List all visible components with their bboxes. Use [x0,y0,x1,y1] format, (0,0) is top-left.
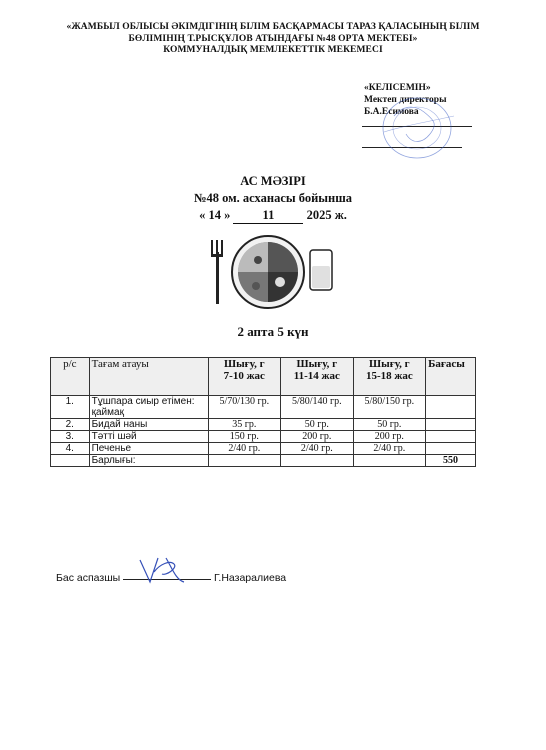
total-value: 550 [426,455,476,467]
chef-signature-icon [136,554,188,586]
row-price [426,396,476,419]
row-v2: 200 гр. [281,431,354,443]
menu-table [50,357,476,467]
row-v2: 2/40 гр. [281,443,354,455]
table-row [51,443,476,455]
table-row [51,396,476,419]
row-v1: 2/40 гр. [208,443,281,455]
row-num: 1. [51,396,90,419]
row-price [426,443,476,455]
row-v3: 50 гр. [353,419,426,431]
total-v3 [353,455,426,467]
header-v2-line1: Шығу, г [296,358,338,370]
row-v3: 200 гр. [353,431,426,443]
row-num: 4. [51,443,90,455]
row-price [426,419,476,431]
header-line-2: БӨЛІМІНІҢ Т.РЫСҚҰЛОВ АТЫНДАҒЫ №48 ОРТА МЕКТЕБІ» [128,34,418,44]
date-year: 2025 ж. [306,208,347,222]
row-name: Тұшпара сиыр етімен: қаймақ [89,396,208,419]
total-v2 [281,455,354,467]
table-header-row [51,358,476,396]
header-price: Бағасы [426,358,476,396]
header-v2 [281,358,354,396]
header-name: Тағам атауы [89,358,208,396]
row-v1: 150 гр. [208,431,281,443]
total-label: Барлығы: [89,455,208,467]
menu-date [0,208,546,224]
total-num [51,455,90,467]
menu-title: АС МӘЗІРІ [240,174,306,188]
header-num: р/с [51,358,90,396]
row-v2: 5/80/140 гр. [281,396,354,419]
approval-label: «КЕЛІСЕМІН» [364,83,431,93]
total-v1 [208,455,281,467]
stamp-signature-icon [372,86,462,166]
date-month: 11 [233,208,303,224]
approval-role: Мектеп директоры [364,95,447,105]
date-day: « 14 » [199,208,231,222]
row-num: 2. [51,419,90,431]
row-name: Бидай наны [89,419,208,431]
plate-illustration-icon [206,232,342,310]
row-v1: 35 гр. [208,419,281,431]
week-day-label: 2 апта 5 күн [237,324,309,339]
row-v2: 50 гр. [281,419,354,431]
row-price [426,431,476,443]
header-line-3: КОММУНАЛДЫҚ МЕМЛЕКЕТТІК МЕКЕМЕСІ [163,45,383,55]
header-line-1: «ЖАМБЫЛ ОБЛЫСЫ ӘКІМДІГІНІҢ БІЛІМ БАСҚАРМАСЫ ТАРАЗ ҚАЛАСЫНЫҢ БІЛІМ [66,22,480,32]
table-row [51,431,476,443]
header-v2-line2: 11-14 жас [293,370,340,382]
header-v3-line1: Шығу, г [369,358,410,370]
header-v3-line2: 15-18 жас [365,370,413,382]
approval-name: Б.А.Есимова [364,107,419,117]
row-v3: 5/80/150 гр. [353,396,426,419]
header-v1-line2: 7-10 жас [223,370,265,382]
row-v1: 5/70/130 гр. [208,396,281,419]
row-name: Тәтті шәй [89,431,208,443]
menu-subtitle: №48 ом. асханасы бойынша [193,191,353,205]
chef-name: Г.Назаралиева [214,572,287,584]
row-name: Печенье [89,443,208,455]
table-row [51,419,476,431]
header-v3 [353,358,426,396]
row-num: 3. [51,431,90,443]
header-v1 [208,358,281,396]
row-v3: 2/40 гр. [353,443,426,455]
header-v1-line1: Шығу, г [224,358,265,370]
chef-role: Бас аспазшы [56,572,121,584]
table-total-row [51,455,476,467]
